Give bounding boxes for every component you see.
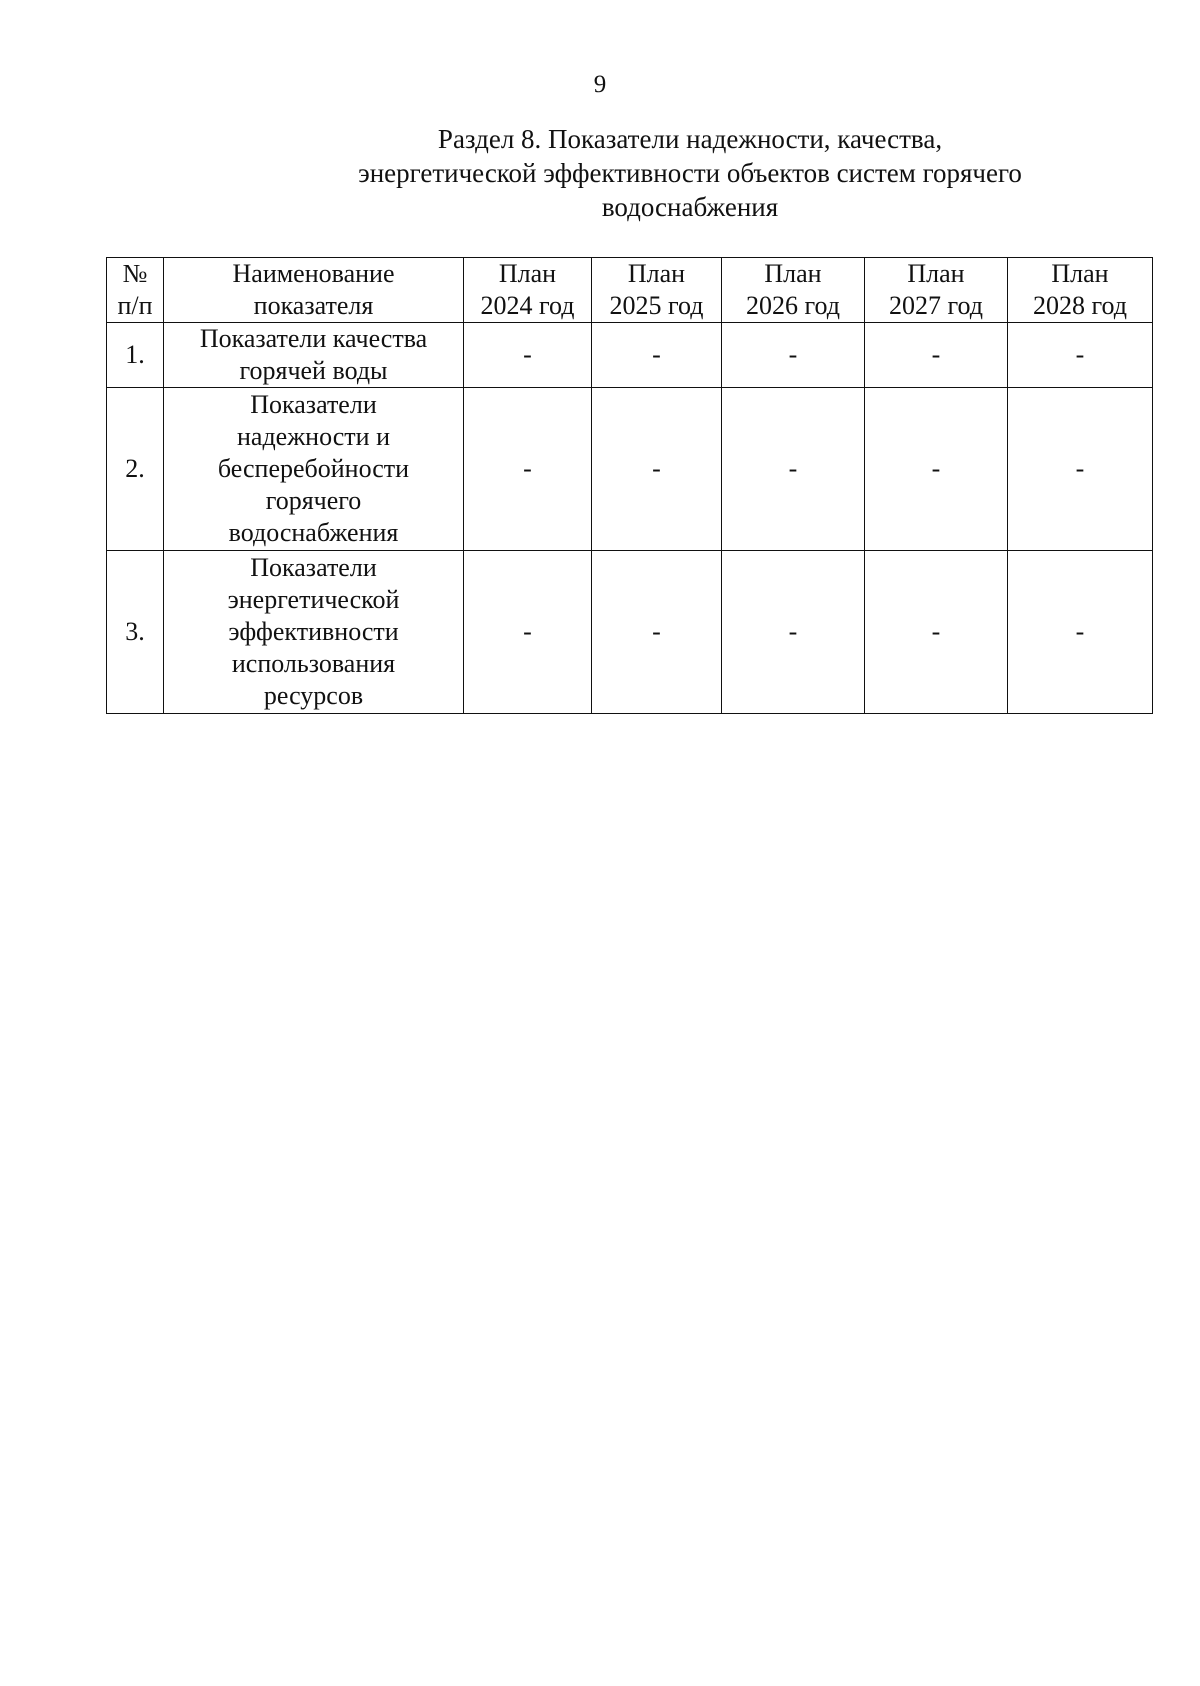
header-text: 2027 год — [889, 291, 983, 320]
row-number: 3. — [107, 551, 164, 714]
header-plan-2028 — [1008, 258, 1153, 323]
header-plan-2024 — [464, 258, 592, 323]
plan-value-cell: - — [722, 551, 865, 714]
header-text: План — [764, 259, 822, 288]
header-text: План — [907, 259, 965, 288]
plan-value-cell: - — [722, 388, 865, 551]
indicator-name-line: надежности и — [237, 422, 390, 451]
header-plan-2027 — [865, 258, 1008, 323]
indicator-name — [164, 323, 464, 388]
plan-value-cell: - — [592, 551, 722, 714]
indicators-table — [106, 257, 1153, 714]
plan-value-cell: - — [1008, 551, 1153, 714]
plan-value-cell: - — [592, 323, 722, 388]
plan-value-cell: - — [722, 323, 865, 388]
plan-value-cell: - — [464, 323, 592, 388]
plan-value-cell: - — [1008, 388, 1153, 551]
header-text: 2028 год — [1033, 291, 1127, 320]
header-text: № — [122, 259, 148, 288]
header-name — [164, 258, 464, 323]
header-num — [107, 258, 164, 323]
section-title-line: энергетической эффективности объектов систем горячего — [358, 158, 1022, 188]
indicator-name-line: использования — [231, 649, 396, 678]
row-number: 1. — [107, 323, 164, 388]
header-plan-2026 — [722, 258, 865, 323]
indicator-name-line: энергетической — [227, 585, 400, 614]
indicator-name-line: бесперебойности — [217, 454, 410, 483]
section-title-line: водоснабжения — [601, 192, 779, 222]
indicator-name — [164, 551, 464, 714]
table-row — [107, 388, 1153, 551]
header-text: 2024 год — [480, 291, 575, 320]
plan-value-cell: - — [592, 388, 722, 551]
header-text: План — [1051, 259, 1109, 288]
header-text: 2026 год — [746, 291, 840, 320]
plan-value-cell: - — [464, 388, 592, 551]
plan-value-cell: - — [865, 388, 1008, 551]
page-number: 9 — [593, 71, 607, 98]
table-row — [107, 551, 1153, 714]
indicator-name-line: Показатели — [250, 553, 377, 582]
table-header-row — [107, 258, 1153, 323]
header-text: п/п — [117, 291, 153, 320]
header-text: показателя — [253, 291, 374, 320]
plan-value-cell: - — [865, 323, 1008, 388]
indicator-name-line: горячей воды — [239, 356, 388, 385]
plan-value-cell: - — [464, 551, 592, 714]
plan-value-cell: - — [1008, 323, 1153, 388]
row-number: 2. — [107, 388, 164, 551]
indicator-name-line: Показатели — [250, 390, 377, 419]
header-text: 2025 год — [609, 291, 704, 320]
header-text: План — [627, 259, 686, 288]
indicator-name-line: эффективности — [228, 617, 399, 646]
indicator-name-line: водоснабжения — [228, 518, 399, 547]
header-text: План — [498, 259, 557, 288]
header-plan-2025 — [592, 258, 722, 323]
plan-value-cell: - — [865, 551, 1008, 714]
indicator-name-line: ресурсов — [263, 681, 364, 710]
table-row — [107, 323, 1153, 388]
indicator-name — [164, 388, 464, 551]
header-text: Наименование — [232, 259, 395, 288]
section-title-line: Раздел 8. Показатели надежности, качества, — [437, 124, 943, 154]
indicator-name-line: Показатели качества — [199, 324, 428, 353]
section-title — [330, 122, 1050, 224]
indicator-name-line: горячего — [265, 486, 362, 515]
